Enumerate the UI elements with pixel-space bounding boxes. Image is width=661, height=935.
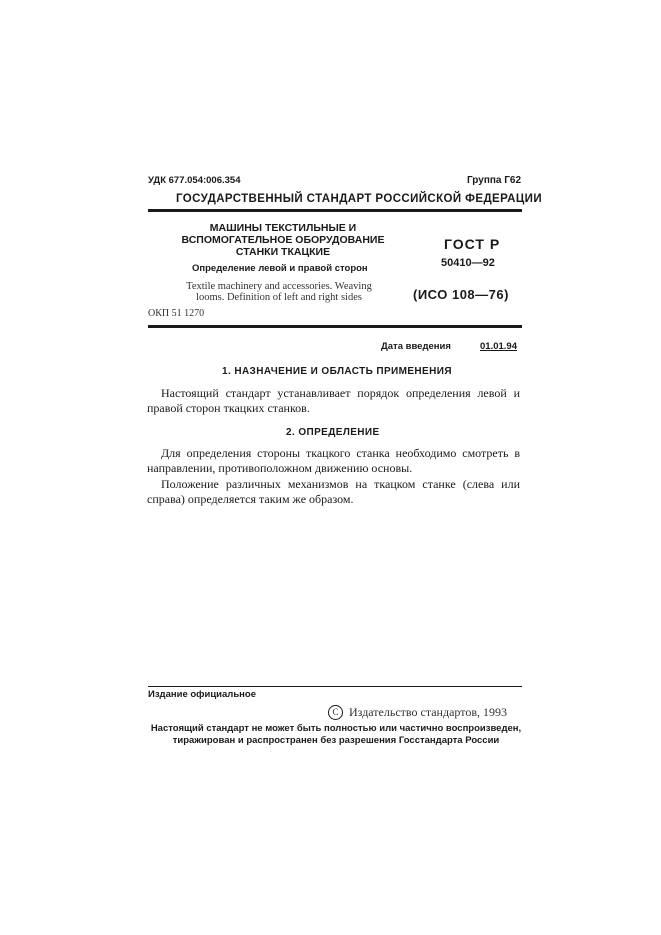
standard-subtitle: Определение левой и правой сторон — [192, 263, 368, 274]
title-line-3: СТАНКИ ТКАЦКИЕ — [235, 246, 331, 258]
section-2-paragraph-2: Положение различных механизмов на ткацком станке (слева или справа) определяется таким же образом. — [147, 477, 520, 506]
intro-date-label: Дата введения — [381, 341, 451, 352]
gost-label: ГОСТ Р — [444, 236, 501, 252]
copyright-icon: C — [328, 705, 343, 720]
top-rule — [148, 209, 522, 212]
section-1-title: 1. НАЗНАЧЕНИЕ И ОБЛАСТЬ ПРИМЕНЕНИЯ — [222, 366, 452, 377]
header-bottom-rule — [148, 325, 522, 328]
title-line-1: МАШИНЫ ТЕКСТИЛЬНЫЕ И — [209, 222, 357, 234]
reproduction-notice — [148, 723, 524, 747]
title-line-2: ВСПОМОГАТЕЛЬНОЕ ОБОРУДОВАНИЕ — [181, 234, 385, 246]
footer-rule — [148, 686, 522, 687]
iso-reference: (ИСО 108—76) — [413, 287, 509, 302]
state-standard-heading: ГОСУДАРСТВЕННЫЙ СТАНДАРТ РОССИЙСКОЙ ФЕДЕРАЦИИ — [176, 193, 543, 205]
section-2-paragraph-1: Для определения стороны ткацкого станка необходимо смотреть в направлении, противоположном движению основы. — [147, 446, 520, 475]
english-title-line-2: looms. Definition of left and right sides — [196, 292, 362, 303]
intro-date-value: 01.01.94 — [480, 341, 517, 352]
english-title — [176, 281, 382, 303]
english-title-line-1: Textile machinery and accessories. Weaving — [186, 281, 372, 292]
group-code: Группа Г62 — [467, 175, 522, 186]
copyright-line — [328, 705, 507, 720]
gost-number: 50410—92 — [441, 257, 495, 269]
standard-title — [176, 222, 390, 258]
copyright-text: Издательство стандартов, 1993 — [349, 705, 507, 719]
official-edition-label: Издание официальное — [148, 689, 256, 700]
udk-code: УДК 677.054:006.354 — [148, 175, 241, 186]
section-1-paragraph: Настоящий стандарт устанавливает порядок определения левой и правой сторон ткацких станков. — [147, 386, 520, 415]
notice-line-1: Настоящий стандарт не может быть полностью или частично воспроизведен, — [150, 723, 522, 734]
section-2-title: 2. ОПРЕДЕЛЕНИЕ — [286, 427, 380, 438]
okp-code: ОКП 51 1270 — [148, 308, 205, 319]
notice-line-2: тиражирован и распространен без разрешения Госстандарта России — [172, 735, 500, 746]
